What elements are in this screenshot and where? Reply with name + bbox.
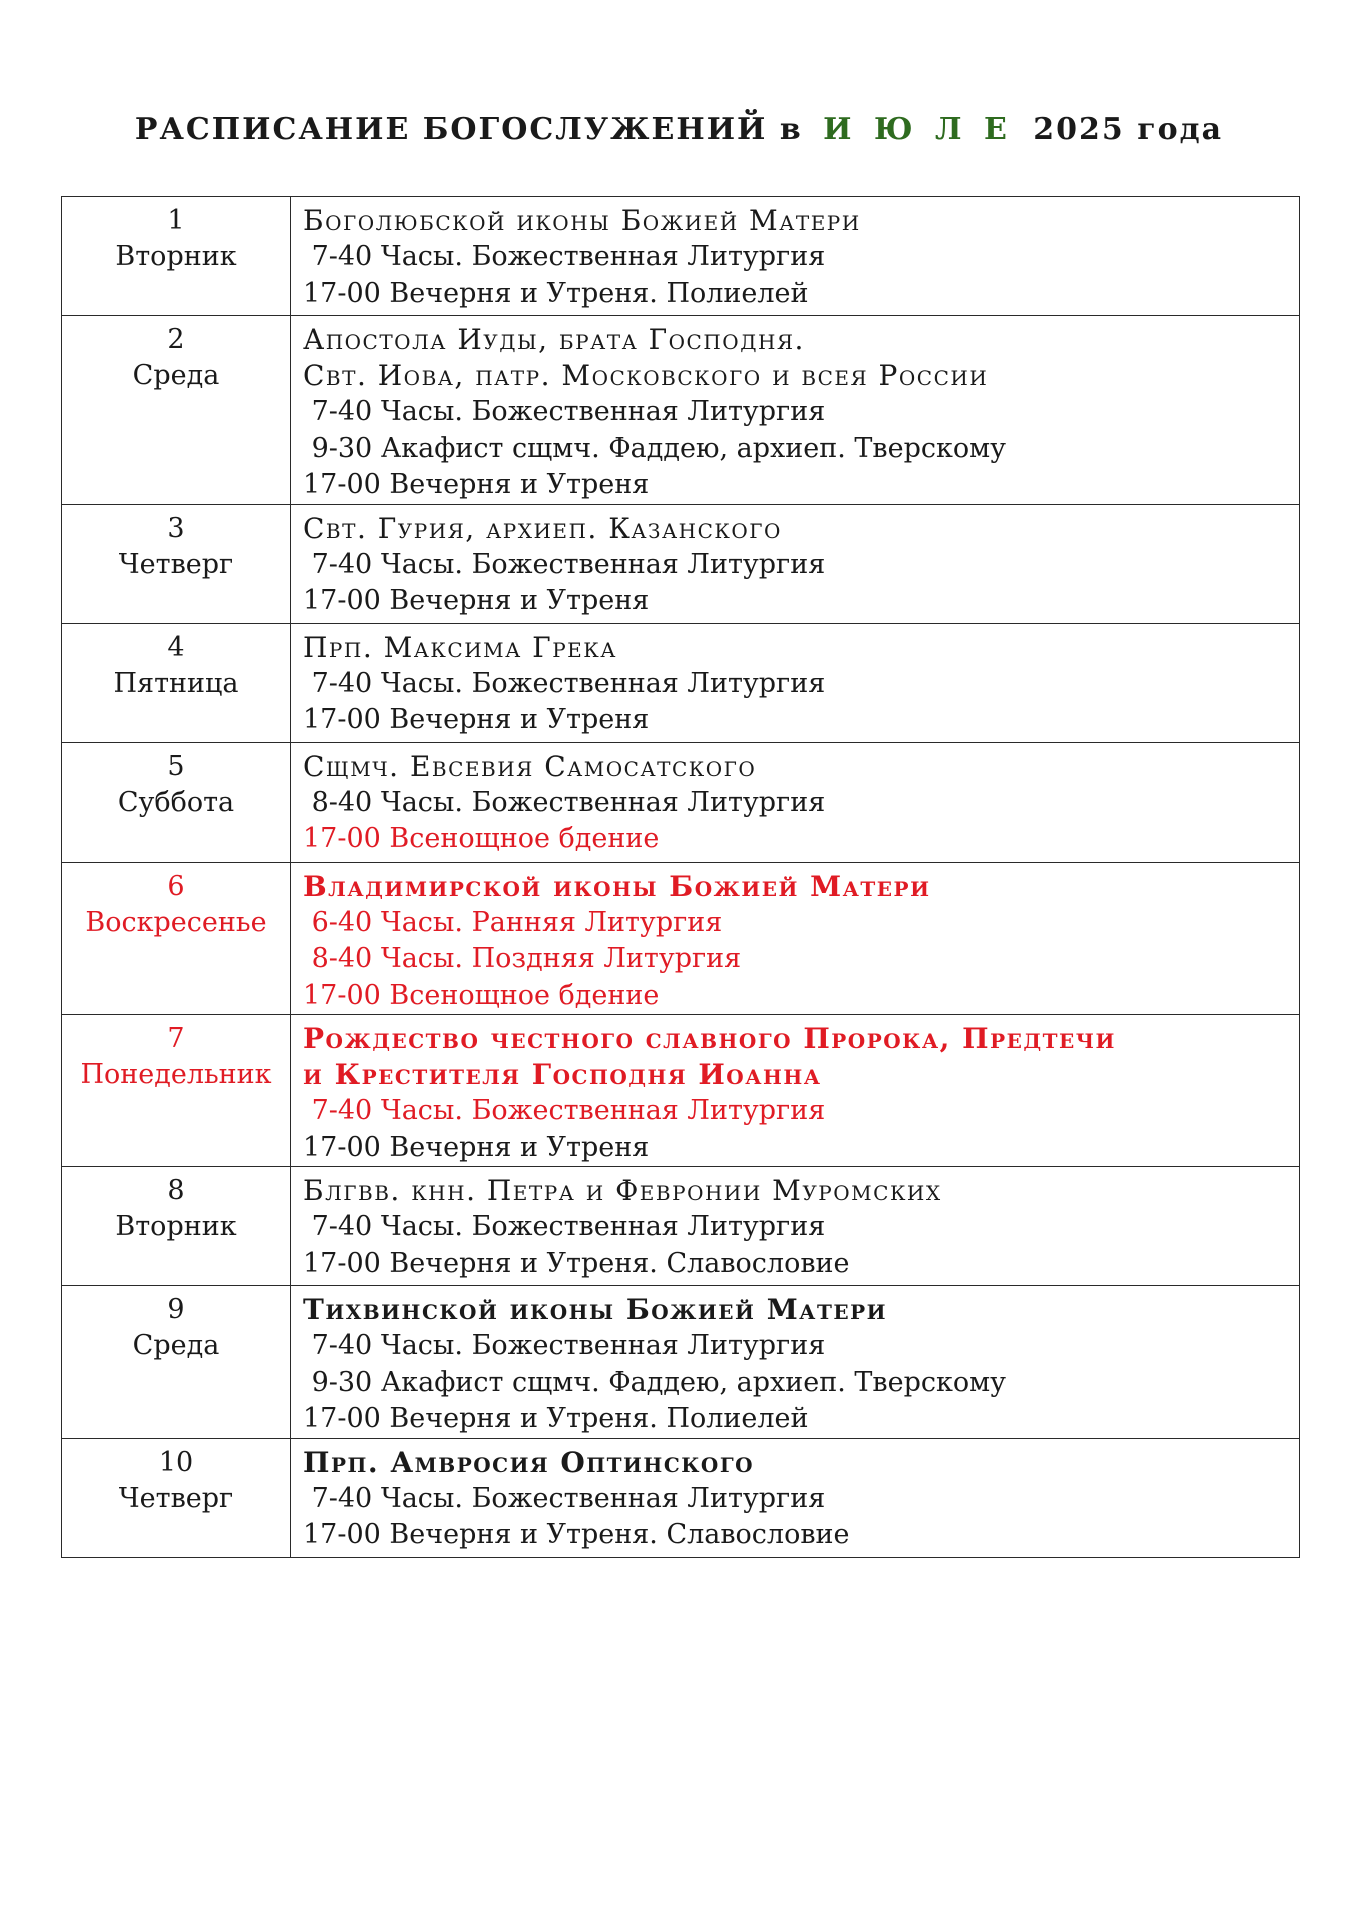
schedule-row <box>62 1167 1300 1286</box>
weekday-name: Четверг <box>118 548 234 580</box>
day-number: 2 <box>167 324 185 355</box>
services-cell <box>291 623 1300 742</box>
weekday-name: Суббота <box>117 786 235 818</box>
service-line: 9-30 Акафист сщмч. Фаддею, архиеп. Тверскому <box>303 1366 1007 1398</box>
service-line: 6-40 Часы. Ранняя Литургия <box>303 906 723 938</box>
day-cell <box>62 1438 291 1557</box>
schedule-row <box>62 316 1300 505</box>
schedule-table <box>61 196 1300 1558</box>
day-cell <box>62 862 291 1015</box>
service-line: 17-00 Всенощное бдение <box>303 979 660 1011</box>
day-cell <box>62 504 291 623</box>
page-title <box>0 112 1358 147</box>
feast-title: Рождество честного славного Пророка, Предтечи <box>303 1022 1116 1055</box>
day-cell <box>62 316 291 505</box>
feast-title: Прп. Амвросия Оптинского <box>303 1445 755 1479</box>
service-line: 17-00 Вечерня и Утреня <box>303 704 650 735</box>
schedule-row <box>62 862 1300 1015</box>
service-line: 7-40 Часы. Божественная Литургия <box>303 241 826 272</box>
weekday-name: Четверг <box>118 1482 234 1514</box>
service-line: 8-40 Часы. Божественная Литургия <box>303 786 826 818</box>
day-number: 1 <box>167 205 185 236</box>
feast-title: Свт. Иова, патр. Московского и всея России <box>303 359 989 392</box>
services-cell <box>291 316 1300 505</box>
schedule-row <box>62 197 1300 316</box>
feast-title: Прп. Максима Грека <box>303 630 617 664</box>
schedule-row <box>62 1438 1300 1557</box>
feast-title: Сщмч. Евсевия Самосатского <box>303 749 757 783</box>
service-line: 8-40 Часы. Поздняя Литургия <box>303 943 742 974</box>
services-cell <box>291 1167 1300 1286</box>
service-line: 17-00 Вечерня и Утреня. Славословие <box>303 1247 850 1279</box>
schedule-row <box>62 742 1300 862</box>
schedule-row <box>62 1015 1300 1167</box>
day-cell <box>62 1286 291 1439</box>
feast-title: Боголюбской иконы Божией Матери <box>303 204 861 237</box>
service-line: 17-00 Вечерня и Утреня <box>303 469 650 500</box>
feast-title: Тихвинской иконы Божией Матери <box>303 1293 888 1326</box>
day-cell <box>62 742 291 862</box>
weekday-name: Понедельник <box>80 1059 272 1090</box>
feast-title: и Крестителя Господня Иоанна <box>303 1058 822 1091</box>
schedule-row <box>62 1286 1300 1439</box>
service-line: 17-00 Вечерня и Утреня <box>303 1131 650 1163</box>
weekday-name: Воскресенье <box>85 906 267 938</box>
title-year: 2025 года <box>1033 112 1224 147</box>
schedule-rows <box>62 197 1300 1558</box>
service-line: 7-40 Часы. Божественная Литургия <box>303 1482 826 1514</box>
weekday-name: Среда <box>132 1330 220 1361</box>
weekday-name: Вторник <box>115 241 237 272</box>
services-cell <box>291 742 1300 862</box>
day-number: 6 <box>167 870 185 902</box>
feast-title: Владимирской иконы Божией Матери <box>303 869 931 903</box>
service-line: 7-40 Часы. Божественная Литургия <box>303 396 826 427</box>
service-line: 17-00 Всенощное бдение <box>303 823 660 854</box>
day-cell <box>62 1015 291 1167</box>
day-cell <box>62 197 291 316</box>
weekday-name: Среда <box>132 360 220 391</box>
day-number: 4 <box>167 631 185 663</box>
day-number: 8 <box>167 1175 185 1206</box>
service-line: 7-40 Часы. Божественная Литургия <box>303 1095 826 1126</box>
weekday-name: Пятница <box>113 667 239 699</box>
services-cell <box>291 1015 1300 1167</box>
schedule-row <box>62 504 1300 623</box>
service-line: 7-40 Часы. Божественная Литургия <box>303 1330 826 1361</box>
feast-title: Блгвв. кнн. Петра и Февронии Муромских <box>303 1174 942 1207</box>
weekday-name: Вторник <box>115 1211 237 1242</box>
services-cell <box>291 1438 1300 1557</box>
day-cell <box>62 623 291 742</box>
service-line: 17-00 Вечерня и Утреня <box>303 585 650 616</box>
services-cell <box>291 1286 1300 1439</box>
day-number: 7 <box>167 1023 185 1054</box>
title-month: И Ю Л Е <box>823 112 1013 147</box>
service-line: 7-40 Часы. Божественная Литургия <box>303 548 826 580</box>
services-cell <box>291 504 1300 623</box>
service-line: 9-30 Акафист сщмч. Фаддею, архиеп. Тверскому <box>303 432 1007 464</box>
day-number: 9 <box>167 1294 185 1325</box>
services-cell <box>291 197 1300 316</box>
feast-title: Свт. Гурия, архиеп. Казанского <box>303 511 782 545</box>
day-number: 3 <box>167 512 185 544</box>
day-number: 10 <box>158 1446 194 1478</box>
feast-title: Апостола Иуды, брата Господня. <box>303 323 805 356</box>
service-line: 17-00 Вечерня и Утреня. Славословие <box>303 1519 850 1550</box>
day-cell <box>62 1167 291 1286</box>
service-line: 7-40 Часы. Божественная Литургия <box>303 667 826 699</box>
day-number: 5 <box>167 750 185 782</box>
title-prefix: РАСПИСАНИЕ БОГОСЛУЖЕНИЙ в <box>134 112 803 147</box>
service-line: 17-00 Вечерня и Утреня. Полиелей <box>303 277 809 309</box>
service-line: 17-00 Вечерня и Утреня. Полиелей <box>303 1403 809 1434</box>
schedule-row <box>62 623 1300 742</box>
services-cell <box>291 862 1300 1015</box>
service-line: 7-40 Часы. Божественная Литургия <box>303 1211 826 1242</box>
